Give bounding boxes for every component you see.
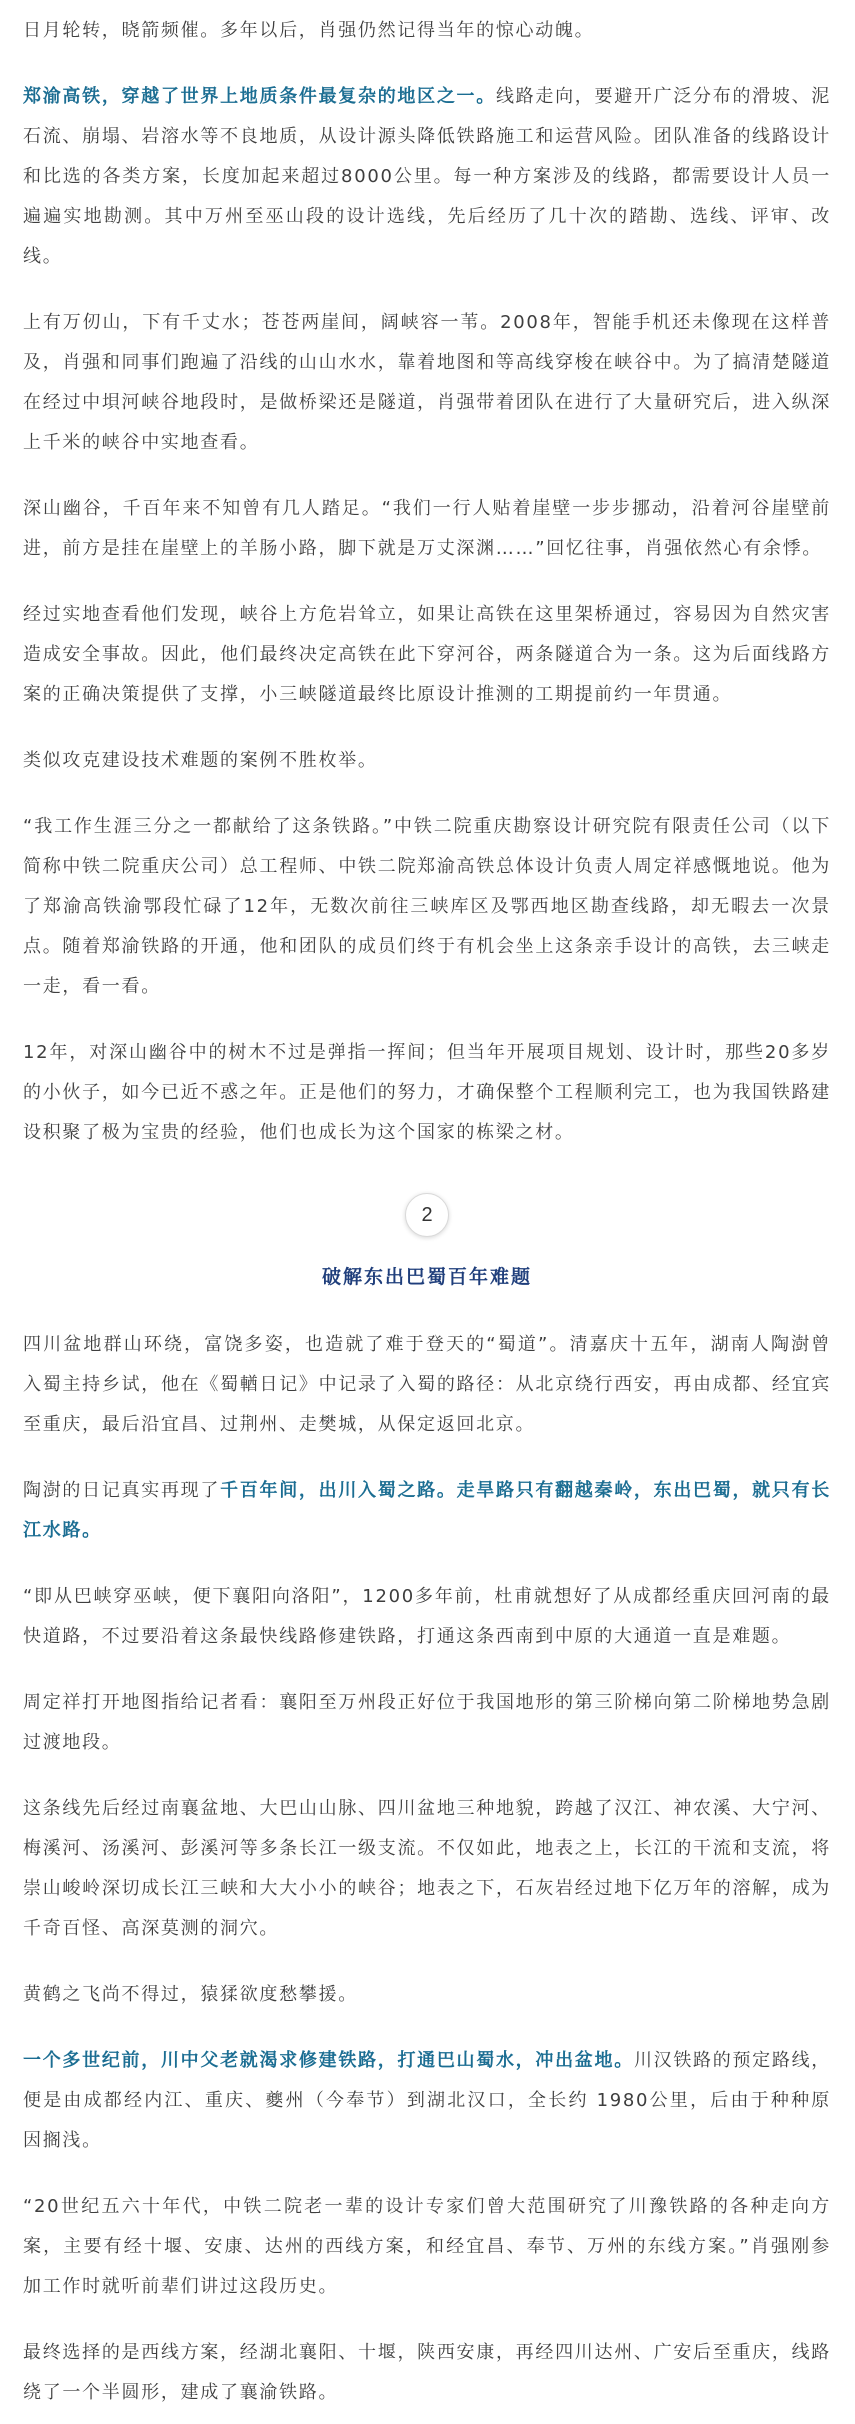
emphasis-text: 郑渝高铁，穿越了世界上地质条件最复杂的地区之一。 <box>23 86 496 107</box>
article-paragraph: “我工作生涯三分之一都献给了这条铁路。”中铁二院重庆勘察设计研究院有限责任公司（以下简称中铁二院重庆公司）总工程师、中铁二院郑渝高铁总体设计负责人周定祥感慨地说。他为了郑渝高铁渝鄂段忙碌了12年，无数次前往三峡库区及鄂西地区勘查线路，却无暇去一次景点。随着郑渝铁路的开通，他和团队的成员们终于有机会坐上这条亲手设计的高铁，去三峡走一走，看一看。 <box>23 816 831 997</box>
section-header <box>23 1179 831 1325</box>
article-paragraph: 最终选择的是西线方案，经湖北襄阳、十堰，陕西安康，再经四川达州、广安后至重庆，线路绕了一个半圆形，建成了襄渝铁路。 <box>23 2342 831 2403</box>
article-paragraph: “20世纪五六十年代，中铁二院老一辈的设计专家们曾大范围研究了川豫铁路的各种走向方案，主要有经十堰、安康、达州的西线方案，和经宜昌、奉节、万州的东线方案。”肖强刚参加工作时就听前辈们讲过这段历史。 <box>23 2196 831 2297</box>
article-paragraph: 类似攻克建设技术难题的案例不胜枚举。 <box>23 750 378 771</box>
article-paragraph: 周定祥打开地图指给记者看：襄阳至万州段正好位于我国地形的第三阶梯向第二阶梯地势急剧过渡地段。 <box>23 1692 831 1753</box>
article-paragraph: 四川盆地群山环绕，富饶多姿，也造就了难于登天的“蜀道”。清嘉庆十五年，湖南人陶澍曾入蜀主持乡试，他在《蜀輶日记》中记录了入蜀的路径：从北京绕行西安，再由成都、经宜宾至重庆，最后沿宜昌、过荆州、走樊城，从保定返回北京。 <box>23 1334 831 1435</box>
emphasis-text: 一个多世纪前，川中父老就渴求修建铁路，打通巴山蜀水，冲出盆地。 <box>23 2050 634 2071</box>
article-paragraph: 经过实地查看他们发现，峡谷上方危岩耸立，如果让高铁在这里架桥通过，容易因为自然灾害造成安全事故。因此，他们最终决定高铁在此下穿河谷，两条隧道合为一条。这为后面线路方案的正确决策提供了支撑，小三峡隧道最终比原设计推测的工期提前约一年贯通。 <box>23 604 831 705</box>
emphasis-text: 千百年间，出川入蜀之路。走旱路只有翻越秦岭，东出巴蜀，就只有长江水路。 <box>23 1480 831 1541</box>
article-paragraph: 黄鹤之飞尚不得过，猿猱欲度愁攀援。 <box>23 1984 358 2005</box>
article-paragraph <box>23 1471 831 1551</box>
article-paragraph <box>23 77 831 277</box>
article-paragraph: 12年，对深山幽谷中的树木不过是弹指一挥间；但当年开展项目规划、设计时，那些20多岁的小伙子，如今已近不惑之年。正是他们的努力，才确保整个工程顺利完工，也为我国铁路建设积聚了极为宝贵的经验，他们也成长为这个国家的栋梁之材。 <box>23 1042 831 1143</box>
article-paragraph: 深山幽谷，千百年来不知曾有几人踏足。“我们一行人贴着崖壁一步步挪动，沿着河谷崖壁前进，前方是挂在崖壁上的羊肠小路，脚下就是万丈深渊……”回忆往事，肖强依然心有余悸。 <box>23 498 831 559</box>
article-paragraph: “即从巴峡穿巫峡，便下襄阳向洛阳”，1200多年前，杜甫就想好了从成都经重庆回河南的最快道路，不过要沿着这条最快线路修建铁路，打通这条西南到中原的大通道一直是难题。 <box>23 1586 831 1647</box>
article-paragraph: 日月轮转，晓箭频催。多年以后，肖强仍然记得当年的惊心动魄。 <box>23 20 595 41</box>
paragraph-text: 川汉铁路的预定路线，便是由成都经内江、重庆、夔州（今奉节）到湖北汉口，全长约 1980公里，后由于种种原因搁浅。 <box>23 2050 832 2151</box>
paragraph-text: 线路走向，要避开广泛分布的滑坡、泥石流、崩塌、岩溶水等不良地质，从设计源头降低铁路施工和运营风险。团队准备的线路设计和比选的各类方案，长度加起来超过8000公里。每一种方案涉及的线路，都需要设计人员一遍遍实地勘测。其中万州至巫山段的设计选线，先后经历了几十次的踏勘、选线、评审、改线。 <box>23 86 831 267</box>
article-paragraph: 这条线先后经过南襄盆地、大巴山山脉、四川盆地三种地貌，跨越了汉江、神农溪、大宁河、梅溪河、汤溪河、彭溪河等多条长江一级支流。不仅如此，地表之上，长江的干流和支流，将崇山峻岭深切成长江三峡和大大小小的峡谷；地表之下，石灰岩经过地下亿万年的溶解，成为千奇百怪、高深莫测的洞穴。 <box>23 1798 831 1939</box>
section-number-badge: 2 <box>405 1193 449 1237</box>
article-paragraph: 上有万仞山，下有千丈水；苍苍两崖间，阔峡容一苇。2008年，智能手机还未像现在这样普及，肖强和同事们跑遍了沿线的山山水水，靠着地图和等高线穿梭在峡谷中。为了搞清楚隧道在经过中垻河峡谷地段时，是做桥梁还是隧道，肖强带着团队在进行了大量研究后，进入纵深上千米的峡谷中实地查看。 <box>23 312 831 453</box>
article-paragraph <box>23 2041 831 2161</box>
paragraph-text: 陶澍的日记真实再现了 <box>23 1480 221 1501</box>
section-heading: 破解东出巴蜀百年难题 <box>321 1266 532 1288</box>
